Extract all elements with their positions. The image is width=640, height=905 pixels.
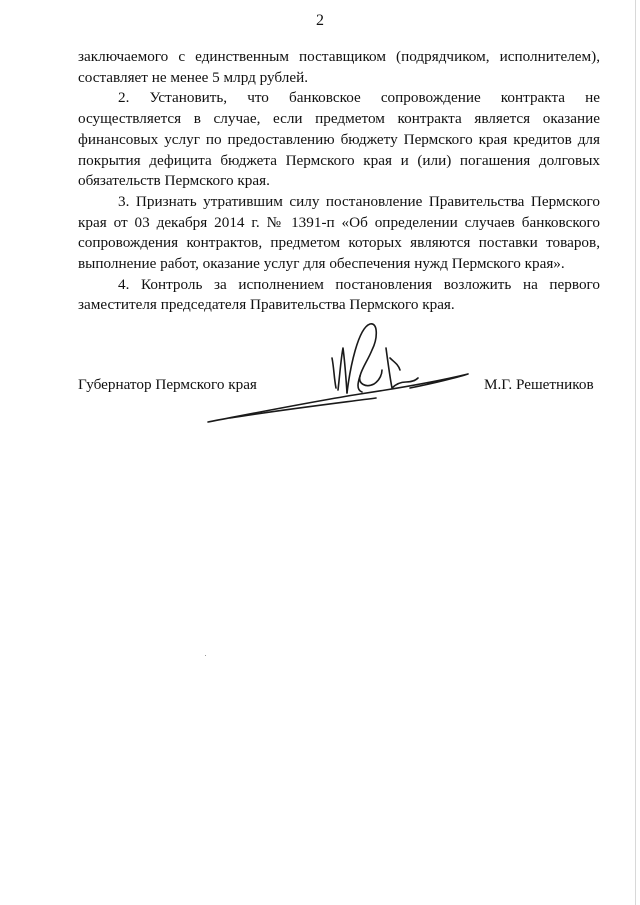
paragraph-2: 2. Установить, что банковское сопровождение контракта не осуществляется в случае, если предметом контракта является оказание финансовых услуг по предоставлению бюджету Пермского края кредитов для покрытия дефицита бюджета Пермского края и (или) погашения долговых обязательств Пермского края. xyxy=(78,89,600,190)
handwritten-signature xyxy=(200,318,480,428)
signer-position: Губернатор Пермского края xyxy=(78,376,257,393)
paragraph-continuation: заключаемого с единственным поставщиком (подрядчиком, исполнителем), составляет не менее 5 млрд рублей. xyxy=(78,48,600,86)
signer-name: М.Г. Решетников xyxy=(484,376,594,393)
scan-edge-line xyxy=(635,0,636,905)
page-number: 2 xyxy=(316,12,324,29)
paragraph-3: 3. Признать утратившим силу постановление Правительства Пермского края от 03 декабря 2014 г. № 1391-п «Об определении случаев банковского сопровождения контрактов, предметом которых являются поставки товаров, выполнение работ, оказание услуг для обеспечения нужд Пермского края». xyxy=(78,192,600,273)
document-body xyxy=(78,47,600,316)
paragraph-4: 4. Контроль за исполнением постановления возложить на первого заместителя председателя Правительства Пермского края. xyxy=(78,275,600,314)
scan-speck xyxy=(205,655,206,656)
